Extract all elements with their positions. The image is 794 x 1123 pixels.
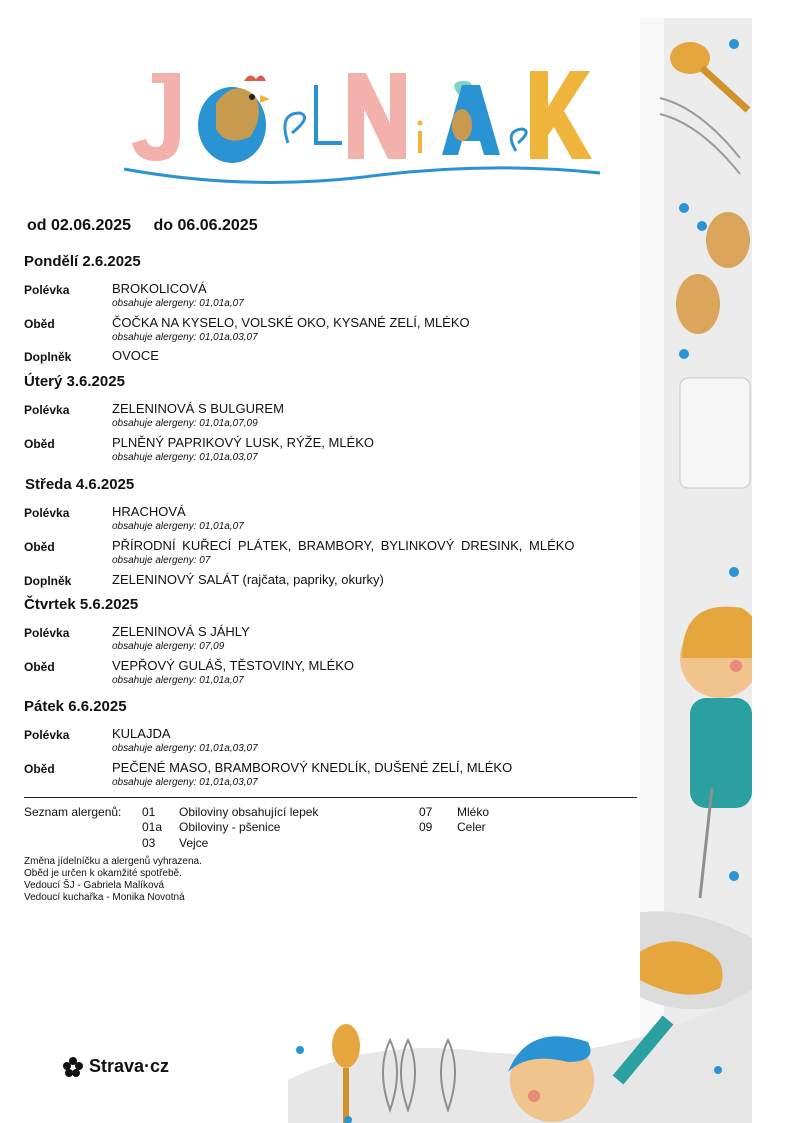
meal-name: PEČENÉ MASO, BRAMBOROVÝ KNEDLÍK, DUŠENÉ ZELÍ, MLÉKO [112,760,513,775]
meal-allergens: obsahuje alergeny: 01,01a,07,09 [112,418,258,429]
divider [24,797,637,798]
allergen-code: 03 [142,836,156,850]
jidelnicek-title-logo [120,55,600,195]
meal-allergens: obsahuje alergeny: 01,01a,03,07 [112,777,258,788]
meal-label: Polévka [24,506,70,520]
meal-allergens: obsahuje alergeny: 01,01a,03,07 [112,332,258,343]
allergen-code: 01a [142,820,163,834]
flower-icon [63,1057,83,1077]
meal-label: Oběd [24,317,55,331]
meal-label: Oběd [24,762,55,776]
meal-allergens: obsahuje alergeny: 01,01a,03,07 [112,743,258,754]
meal-allergens: obsahuje alergeny: 07,09 [112,641,225,652]
meal-label: Polévka [24,728,70,742]
day-title-tuesday: Úterý 3.6.2025 [24,373,125,390]
strava-logo [63,1056,169,1077]
meal-name: KULAJDA [112,726,171,741]
kitchen-illustration [640,18,752,1123]
meal-allergens: obsahuje alergeny: 01,01a,07 [112,521,244,532]
period-from: od 02.06.2025 [27,217,132,234]
allergen-name: Mléko [457,805,490,819]
meal-name: ZELENINOVÁ S JÁHLY [112,624,250,639]
meal-label: Oběd [24,540,55,554]
meal-label: Doplněk [24,350,72,364]
meal-allergens: obsahuje alergeny: 01,01a,03,07 [112,452,258,463]
allergen-name: Celer [457,820,486,834]
meal-name: VEPŘOVÝ GULÁŠ, TĚSTOVINY, MLÉKO [112,658,355,673]
footer-note: Vedoucí ŠJ - Gabriela Malíková [24,880,165,891]
allergen-name: Obiloviny obsahující lepek [179,805,319,819]
period-to: do 06.06.2025 [153,217,258,234]
meal-name: OVOCE [112,348,159,363]
meal-name: HRACHOVÁ [112,504,186,519]
meal-name: ZELENINOVÁ S BULGUREM [112,401,284,416]
footer-note: Oběd je určen k okamžité spotřebě. [24,868,182,879]
allergen-code: 01 [142,805,156,819]
day-title-thursday: Čtvrtek 5.6.2025 [24,596,139,613]
allergen-list-heading: Seznam alergenů: [24,805,122,819]
meal-name: BROKOLICOVÁ [112,281,207,296]
meal-name: PŘÍRODNÍ KUŘECÍ PLÁTEK, BRAMBORY, BYLINKOVÝ DRESINK, MLÉKO [112,538,575,553]
strava-brand-name: Strava·cz [89,1056,170,1076]
day-title-friday: Pátek 6.6.2025 [24,698,127,715]
footer-note: Změna jídelníčku a alergenů vyhrazena. [24,856,202,867]
allergen-name: Vejce [179,836,209,850]
allergen-name: Obiloviny - pšenice [179,820,281,834]
meal-label: Doplněk [24,574,72,588]
meal-name: ZELENINOVÝ SALÁT (rajčata, papriky, okurky) [112,572,384,587]
meal-label: Polévka [24,283,70,297]
meal-allergens: obsahuje alergeny: 07 [112,555,211,566]
meal-name: PLNĚNÝ PAPRIKOVÝ LUSK, RÝŽE, MLÉKO [112,435,375,450]
bottom-kitchen-illustration [288,960,752,1123]
footer-note: Vedoucí kuchařka - Monika Novotná [24,892,185,903]
meal-name: ČOČKA NA KYSELO, VOLSKÉ OKO, KYSANÉ ZELÍ, MLÉKO [112,315,470,330]
meal-label: Oběd [24,437,55,451]
meal-allergens: obsahuje alergeny: 01,01a,07 [112,298,244,309]
allergen-code: 09 [419,820,433,834]
menu-period [27,217,276,235]
allergen-code: 07 [419,805,433,819]
meal-label: Polévka [24,626,70,640]
day-title-monday: Pondělí 2.6.2025 [24,253,141,270]
meal-label: Polévka [24,403,70,417]
meal-allergens: obsahuje alergeny: 01,01a,07 [112,675,244,686]
day-title-wednesday: Středa 4.6.2025 [25,476,135,493]
meal-label: Oběd [24,660,55,674]
